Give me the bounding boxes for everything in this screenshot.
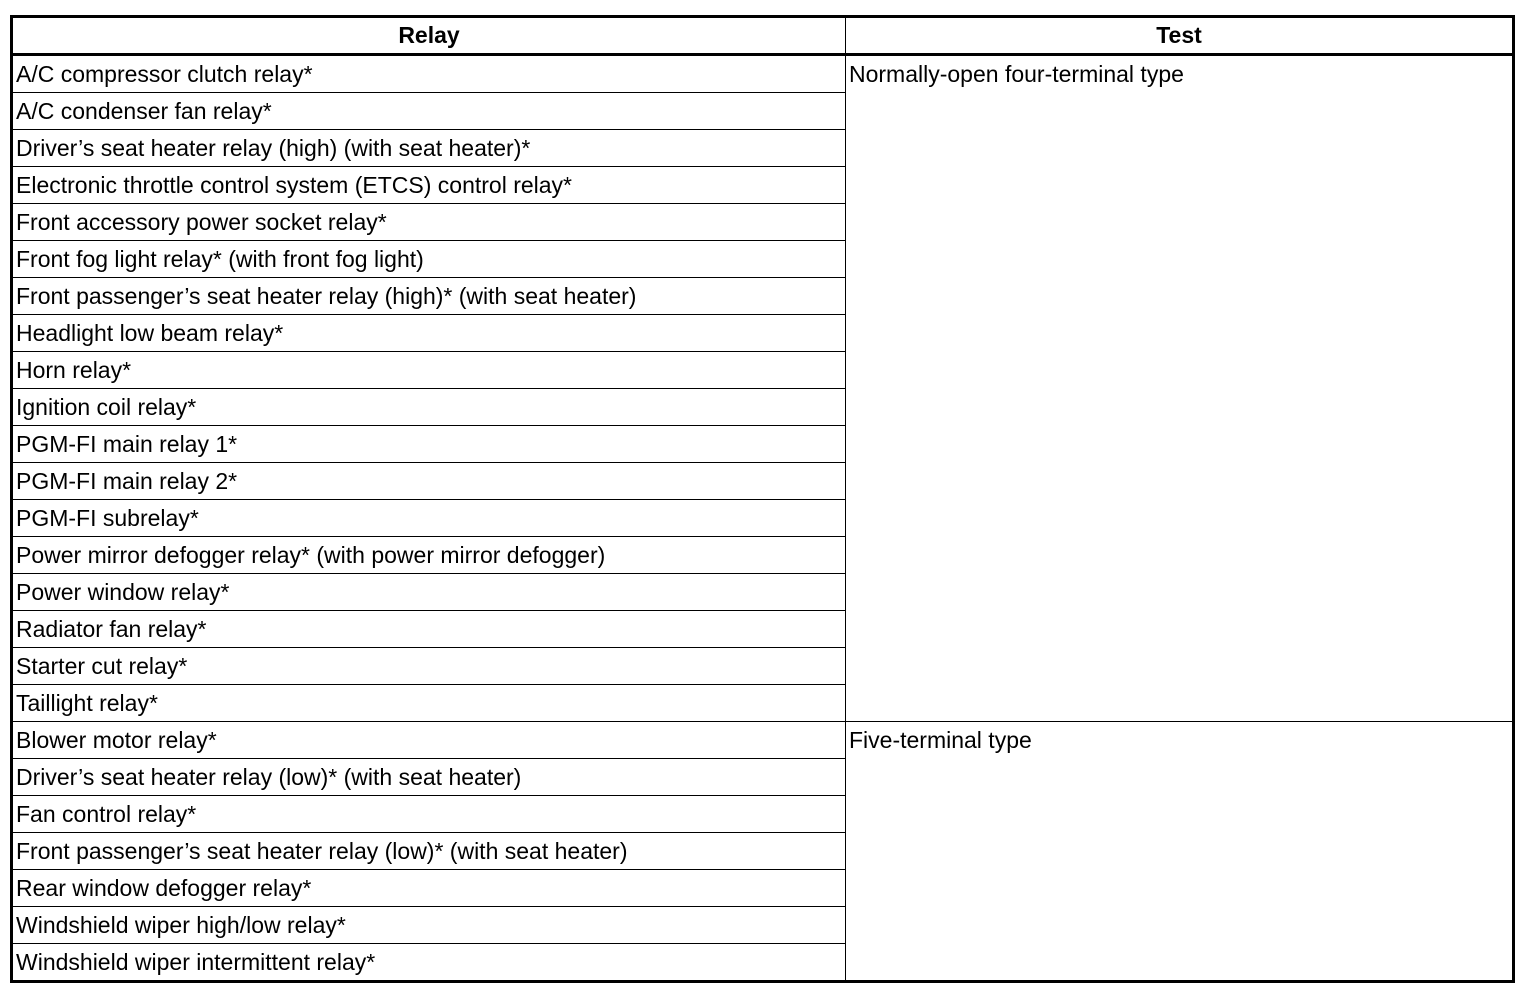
relay-cell: Rear window defogger relay*: [12, 870, 846, 907]
relay-cell: Blower motor relay*: [12, 722, 846, 759]
table-row: [12, 55, 1514, 93]
relay-cell: Power mirror defogger relay* (with power mirror defogger): [12, 537, 846, 574]
relay-cell: A/C compressor clutch relay*: [12, 55, 846, 93]
relay-cell: Taillight relay*: [12, 685, 846, 722]
relay-cell: Windshield wiper high/low relay*: [12, 907, 846, 944]
relay-cell: Starter cut relay*: [12, 648, 846, 685]
table-row: [12, 722, 1514, 759]
relay-column-header: Relay: [12, 17, 846, 55]
relay-cell: Fan control relay*: [12, 796, 846, 833]
relay-cell: Electronic throttle control system (ETCS) control relay*: [12, 167, 846, 204]
test-type-cell: Five-terminal type: [846, 722, 1514, 982]
header-row: [12, 17, 1514, 55]
relay-cell: Windshield wiper intermittent relay*: [12, 944, 846, 982]
test-type-cell: Normally-open four-terminal type: [846, 55, 1514, 722]
relay-cell: Driver’s seat heater relay (low)* (with seat heater): [12, 759, 846, 796]
relay-cell: Power window relay*: [12, 574, 846, 611]
relay-cell: Headlight low beam relay*: [12, 315, 846, 352]
relay-cell: Driver’s seat heater relay (high) (with seat heater)*: [12, 130, 846, 167]
relay-test-table: [10, 15, 1515, 983]
relay-cell: PGM-FI main relay 1*: [12, 426, 846, 463]
relay-cell: PGM-FI subrelay*: [12, 500, 846, 537]
test-column-header: Test: [846, 17, 1514, 55]
relay-cell: Ignition coil relay*: [12, 389, 846, 426]
relay-cell: Horn relay*: [12, 352, 846, 389]
relay-cell: PGM-FI main relay 2*: [12, 463, 846, 500]
relay-cell: Radiator fan relay*: [12, 611, 846, 648]
relay-cell: Front passenger’s seat heater relay (low)* (with seat heater): [12, 833, 846, 870]
relay-cell: A/C condenser fan relay*: [12, 93, 846, 130]
relay-cell: Front fog light relay* (with front fog light): [12, 241, 846, 278]
relay-cell: Front accessory power socket relay*: [12, 204, 846, 241]
relay-cell: Front passenger’s seat heater relay (high)* (with seat heater): [12, 278, 846, 315]
